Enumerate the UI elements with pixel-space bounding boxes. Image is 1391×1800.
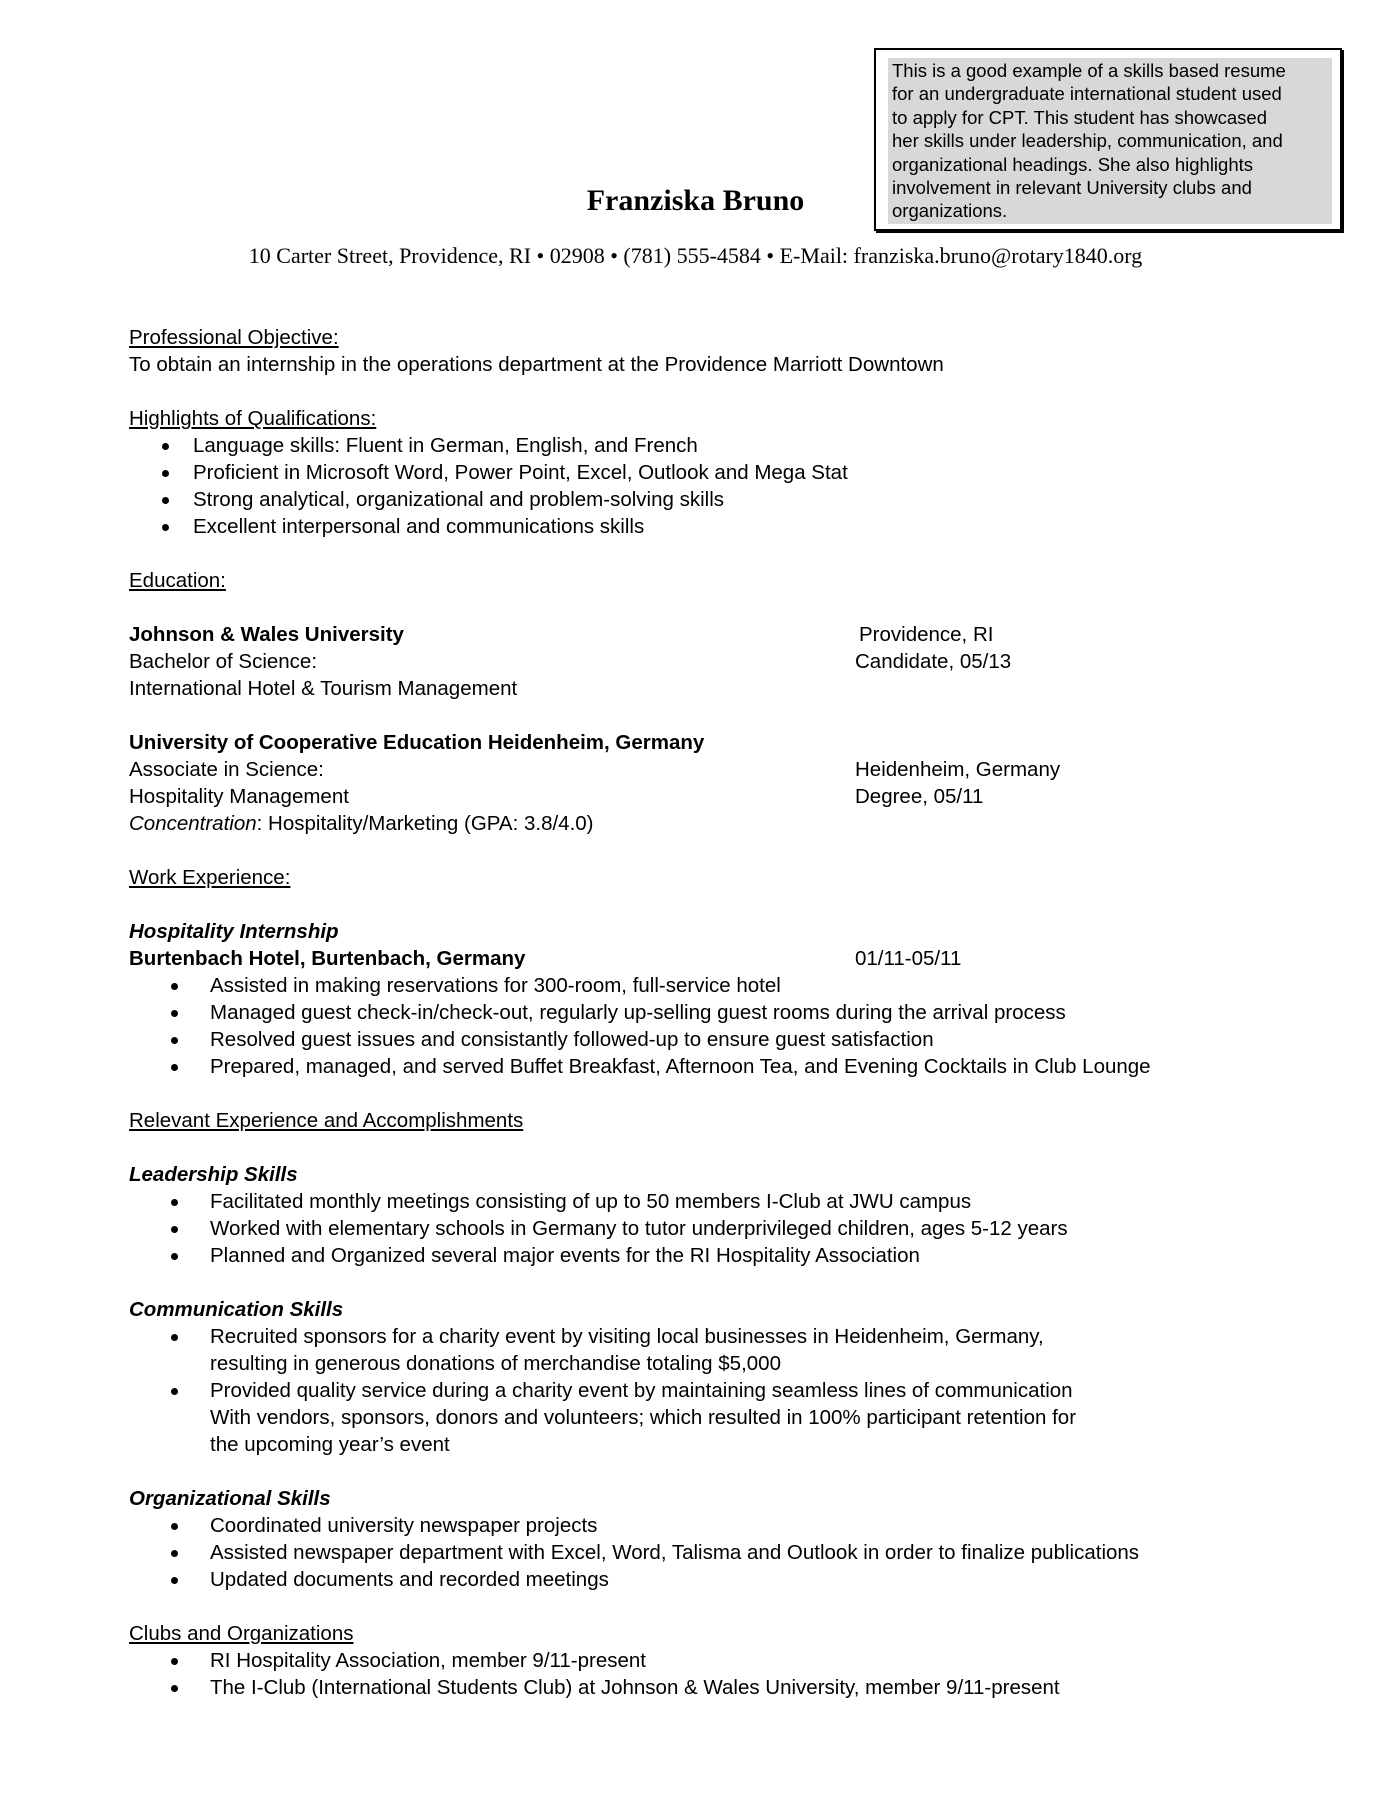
- bullet-icon: [171, 1685, 178, 1692]
- communication-list: [129, 1323, 1329, 1458]
- bullet-icon: [171, 1577, 178, 1584]
- bullet-icon: [162, 470, 169, 477]
- contact-line: 10 Carter Street, Providence, RI • 02908 • (781) 555-4584 • E-Mail: franziska.bruno@rotary1840.org: [248, 243, 1143, 268]
- bullet-icon: [171, 1064, 178, 1071]
- organizational-list: [129, 1512, 1329, 1593]
- work-list: [129, 972, 1329, 1080]
- job-title: Hospitality Internship: [129, 920, 339, 943]
- note-line: her skills under leadership, communication, and: [892, 130, 1283, 152]
- bullet-icon: [171, 1037, 178, 1044]
- bullet-icon: [162, 497, 169, 504]
- school-location: Providence, RI: [859, 623, 994, 646]
- section-heading-highlights: Highlights of Qualifications:: [129, 407, 377, 430]
- bullet-icon: [171, 1226, 178, 1233]
- list-item: Recruited sponsors for a charity event by visiting local businesses in Heidenheim, Germany, resulting in generous donations of merchandise totaling $5,000: [129, 1323, 1329, 1377]
- major: Hospitality Management Degree, 05/11: [129, 785, 984, 808]
- list-item: Resolved guest issues and consistantly followed-up to ensure guest satisfaction: [129, 1026, 1329, 1053]
- note-line: organizations.: [892, 200, 1008, 222]
- list-item: Updated documents and recorded meetings: [129, 1566, 1329, 1593]
- bullet-icon: [171, 1010, 178, 1017]
- subheading-organizational: Organizational Skills: [129, 1487, 331, 1510]
- note-line: This is a good example of a skills based resume: [892, 60, 1286, 81]
- degree: Associate in Science: Heidenheim, Germany: [129, 758, 1061, 781]
- school-location: Heidenheim, Germany: [855, 758, 1061, 781]
- bullet-icon: [162, 443, 169, 450]
- bullet-icon: [171, 1388, 178, 1395]
- list-item: Assisted newspaper department with Excel, Word, Talisma and Outlook in order to finalize publications: [129, 1539, 1329, 1566]
- list-item: Prepared, managed, and served Buffet Breakfast, Afternoon Tea, and Evening Cocktails in Club Lounge: [129, 1053, 1329, 1080]
- candidate-name: Franziska Bruno: [586, 184, 805, 217]
- school-name: Johnson & Wales University Providence, RI: [129, 623, 994, 646]
- list-item: The I-Club (International Students Club) at Johnson & Wales University, member 9/11-present: [129, 1674, 1329, 1701]
- list-item: Provided quality service during a charity event by maintaining seamless lines of communication With vendors, sponsors, donors and volunteers; which resulted in 100% participant retention for the upcoming year’s event: [129, 1377, 1329, 1458]
- subheading-leadership: Leadership Skills: [129, 1163, 298, 1186]
- clubs-list: [129, 1647, 1329, 1701]
- list-item: Language skills: Fluent in German, English, and French: [129, 432, 1329, 459]
- subheading-communication: Communication Skills: [129, 1298, 344, 1321]
- section-heading-relevant: Relevant Experience and Accomplishments: [129, 1109, 524, 1132]
- list-item: Worked with elementary schools in Germany to tutor underprivileged children, ages 5-12 years: [129, 1215, 1329, 1242]
- section-heading-education: Education:: [129, 569, 226, 592]
- note-line: involvement in relevant University clubs and: [892, 177, 1252, 199]
- list-item: Managed guest check-in/check-out, regularly up-selling guest rooms during the arrival process: [129, 999, 1329, 1026]
- list-item: Excellent interpersonal and communications skills: [129, 513, 1329, 540]
- section-heading-objective: Professional Objective:: [129, 326, 339, 349]
- list-item: Coordinated university newspaper projects: [129, 1512, 1329, 1539]
- job-dates: 01/11-05/11: [855, 947, 962, 970]
- section-heading-clubs: Clubs and Organizations: [129, 1622, 354, 1645]
- note-line: organizational headings. She also highlights: [892, 153, 1254, 175]
- objective-text: To obtain an internship in the operations department at the Providence Marriott Downtown: [129, 353, 944, 376]
- list-item: Facilitated monthly meetings consisting of up to 50 members I-Club at JWU campus: [129, 1188, 1329, 1215]
- school-name: University of Cooperative Education Heidenheim, Germany: [129, 731, 705, 754]
- leadership-list: [129, 1188, 1329, 1269]
- note-line: for an undergraduate international student used: [892, 83, 1282, 105]
- list-item: Planned and Organized several major events for the RI Hospitality Association: [129, 1242, 1329, 1269]
- bullet-icon: [171, 1523, 178, 1530]
- bullet-icon: [171, 1199, 178, 1206]
- major: International Hotel & Tourism Management: [129, 677, 518, 700]
- bullet-icon: [171, 1253, 178, 1260]
- degree-status: Degree, 05/11: [855, 785, 984, 808]
- bullet-icon: [162, 524, 169, 531]
- degree-status: Candidate, 05/13: [855, 650, 1012, 673]
- list-item: Assisted in making reservations for 300-room, full-service hotel: [129, 972, 1329, 999]
- resume-body: [129, 324, 1329, 1701]
- bullet-icon: [171, 983, 178, 990]
- degree: Bachelor of Science: Candidate, 05/13: [129, 650, 1012, 673]
- bullet-icon: [171, 1334, 178, 1341]
- bullet-icon: [171, 1550, 178, 1557]
- job-employer: Burtenbach Hotel, Burtenbach, Germany 01/11-05/11: [129, 947, 962, 970]
- highlights-list: [129, 432, 1329, 540]
- list-item: RI Hospitality Association, member 9/11-present: [129, 1647, 1329, 1674]
- concentration: Concentration: Hospitality/Marketing (GPA: 3.8/4.0): [129, 812, 594, 835]
- bullet-icon: [171, 1658, 178, 1665]
- section-heading-work: Work Experience:: [129, 866, 291, 889]
- list-item: Strong analytical, organizational and problem-solving skills: [129, 486, 1329, 513]
- note-line: to apply for CPT. This student has showcased: [892, 106, 1267, 128]
- list-item: Proficient in Microsoft Word, Power Point, Excel, Outlook and Mega Stat: [129, 459, 1329, 486]
